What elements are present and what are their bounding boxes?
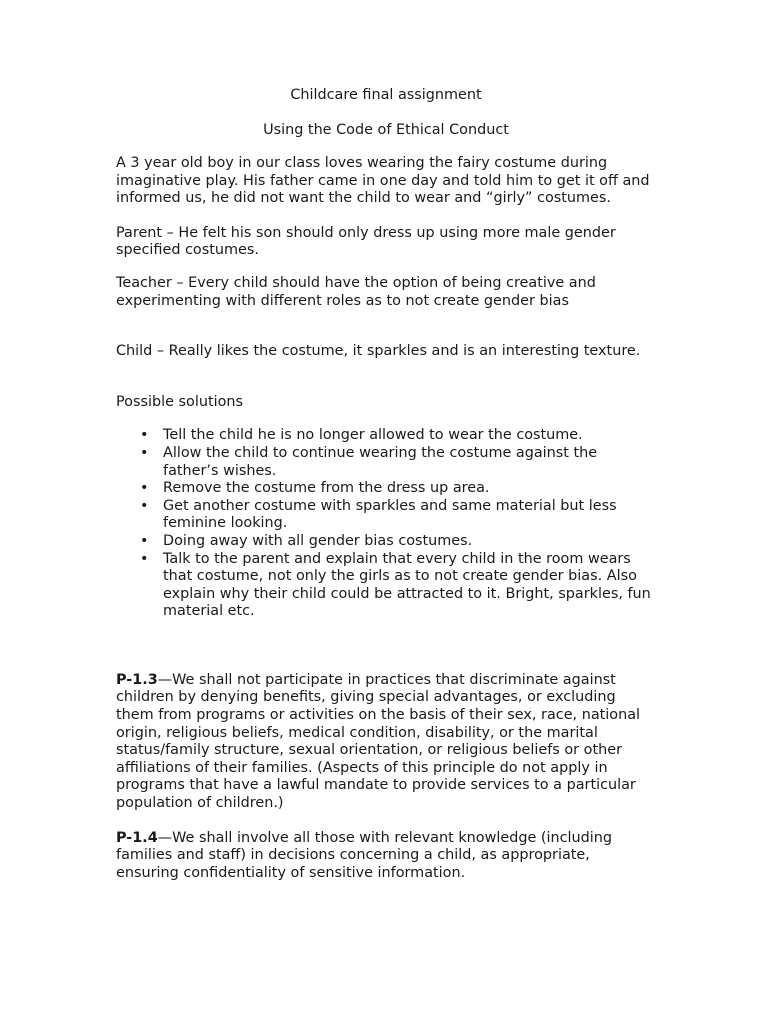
principle-p-1-3 [116, 672, 656, 813]
principle-text: —We shall involve all those with relevant knowledge (including families and staff) in decisions concerning a child, as appropriate, ensuring confidentiality of sensitive information. [116, 829, 613, 881]
list-item-text: Talk to the parent and explain that every child in the room wears that costume, not only the girls as to not create gender bias. Also explain why their child could be attracted to it. Bright, sparkles, fun material etc. [163, 550, 651, 620]
bullet-icon: • [140, 550, 149, 567]
document-body [116, 87, 656, 882]
list-item [116, 533, 656, 551]
list-item-text: Allow the child to continue wearing the costume against the father’s wishes. [163, 444, 598, 479]
list-item [116, 427, 656, 445]
list-item-text: Get another costume with sparkles and same material but less feminine looking. [163, 497, 617, 532]
parent-paragraph: Parent – He felt his son should only dress up using more male gender specified costumes. [116, 224, 616, 259]
principle-code: P-1.3 [116, 671, 158, 688]
document-subtitle: Using the Code of Ethical Conduct [263, 122, 509, 138]
bullet-icon: • [140, 444, 149, 461]
list-item [116, 480, 656, 498]
bullet-icon: • [140, 532, 149, 549]
list-item-text: Doing away with all gender bias costumes. [163, 532, 473, 549]
bullet-icon: • [140, 480, 149, 497]
child-paragraph: Child – Really likes the costume, it sparkles and is an interesting texture. [116, 343, 641, 360]
solutions-heading: Possible solutions [116, 393, 244, 410]
bullet-icon: • [140, 427, 149, 444]
list-item [116, 498, 656, 533]
list-item-text: Tell the child he is no longer allowed to wear the costume. [163, 427, 583, 444]
principle-text: —We shall not participate in practices that discriminate against children by denying benefits, giving special advantages, or excluding them from programs or activities on the basis of their sex, race, national origin, religious beliefs, medical condition, disability, or the marital status/family structure, sexual orientation, or religious beliefs or other affiliations of their families. (Aspects of this principle do not apply in programs that have a lawful mandate to provide services to a particular population of children.) [116, 671, 641, 812]
solutions-list [116, 427, 656, 621]
principle-p-1-4 [116, 830, 656, 883]
principle-code: P-1.4 [116, 829, 158, 846]
list-item [116, 551, 656, 621]
intro-paragraph: A 3 year old boy in our class loves wearing the fairy costume during imaginative play. His father came in one day and told him to get it off and informed us, he did not want the child to wear and “girly” costumes. [116, 155, 650, 207]
teacher-paragraph: Teacher – Every child should have the option of being creative and experimenting with different roles as to not create gender bias [116, 274, 596, 309]
list-item [116, 445, 656, 480]
bullet-icon: • [140, 497, 149, 514]
list-item-text: Remove the costume from the dress up area. [163, 480, 490, 497]
document-title: Childcare final assignment [290, 87, 482, 103]
